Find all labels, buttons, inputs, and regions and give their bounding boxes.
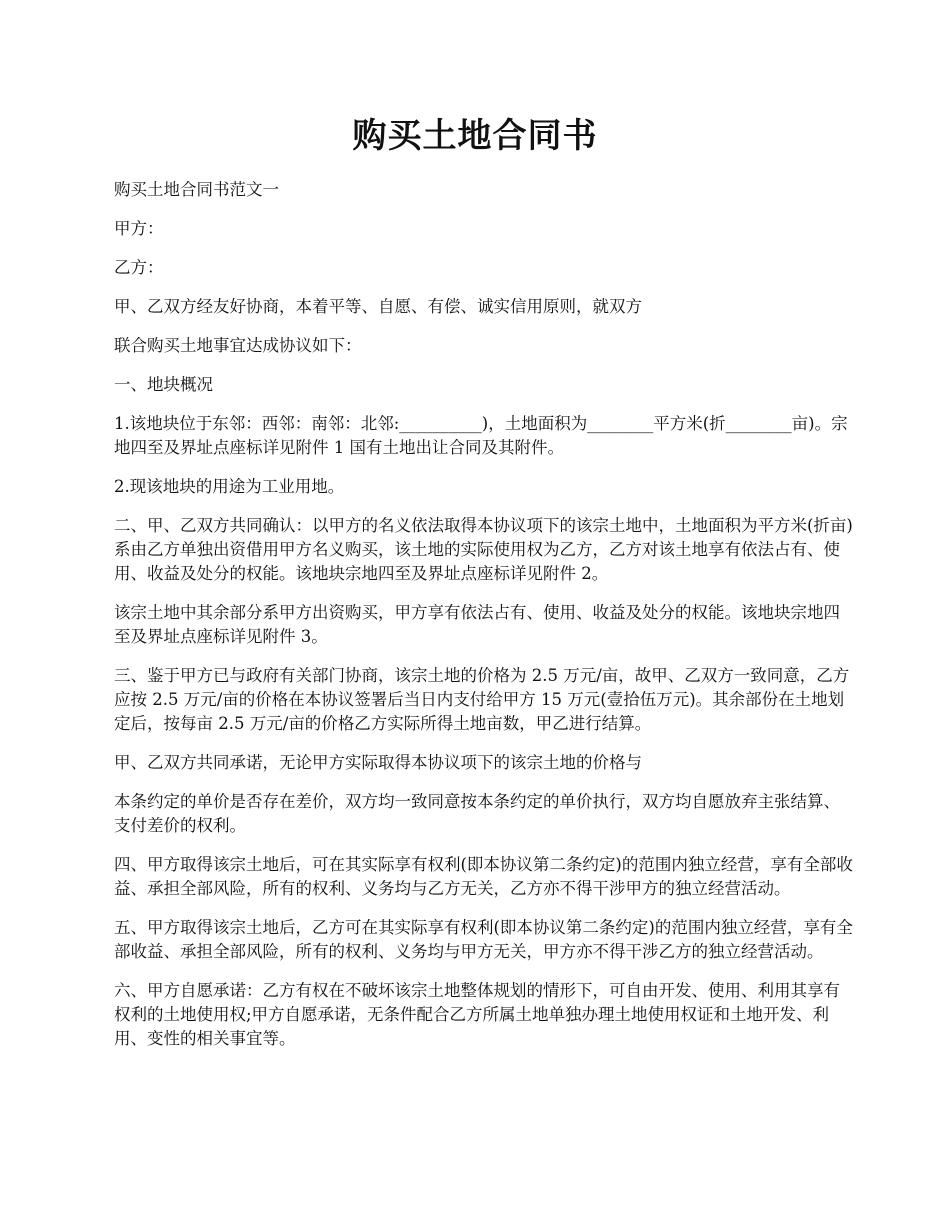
document-body bbox=[114, 178, 854, 1066]
section-2: 二、甲、乙双方共同确认：以甲方的名义依法取得本协议项下的该宗土地中，土地面积为平方米(折亩)系由乙方单独出资借用甲方名义购买，该土地的实际使用权为乙方，乙方对该土地享有依法占有、使用、收益及处分的权能。该地块宗地四至及界址点座标详见附件 2。 bbox=[114, 516, 853, 583]
paragraph-preamble-1: 甲、乙双方经友好协商，本着平等、自愿、有偿、诚实信用原则，就双方 bbox=[114, 297, 642, 316]
paragraph-commitment-1: 甲、乙双方共同承诺，无论甲方实际取得本协议项下的该宗土地的价格与 bbox=[114, 753, 642, 772]
paragraph-remaining-land: 该宗土地中其余部分系甲方出资购买，甲方享有依法占有、使用、收益及处分的权能。该地块宗地四至及界址点座标详见附件 3。 bbox=[114, 603, 840, 646]
paragraph-commitment-2: 本条约定的单价是否存在差价，双方均一致同意按本条约定的单价执行，双方均自愿放弃主张结算、支付差价的权利。 bbox=[114, 792, 840, 835]
section-5: 五、甲方取得该宗土地后，乙方可在其实际享有权利(即本协议第二条约定)的范围内独立经营，享有全部收益、承担全部风险，所有的权利、义务均与甲方无关，甲方亦不得干涉乙方的独立经营活动。 bbox=[114, 918, 853, 961]
section-heading-1: 一、地块概况 bbox=[114, 375, 213, 394]
document-title: 购买土地合同书 bbox=[352, 116, 598, 156]
section-3: 三、鉴于甲方已与政府有关部门协商，该宗土地的价格为 2.5 万元/亩，故甲、乙双方一致同意，乙方应按 2.5 万元/亩的价格在本协议签署后当日内支付给甲方 15 万元(壹拾伍万元)。其余部份在土地划定后，按每亩 2.5 万元/亩的价格乙方实际所得土地亩数，甲乙进行结算。 bbox=[114, 666, 850, 733]
paragraph-party-a: 甲方： bbox=[114, 219, 164, 238]
paragraph-location: 1.该地块位于东邻：西邻：南邻：北邻:__________)，土地面积为________平方米(折________亩)。宗地四至及界址点座标详见附件 1 国有土地出让合同及其附件。 bbox=[114, 414, 848, 457]
section-4: 四、甲方取得该宗土地后，可在其实际享有权利(即本协议第二条约定)的范围内独立经营，享有全部收益、承担全部风险，所有的权利、义务均与乙方无关，乙方亦不得干涉甲方的独立经营活动。 bbox=[114, 855, 853, 898]
paragraph-preamble-2: 联合购买土地事宜达成协议如下： bbox=[114, 336, 362, 355]
section-6: 六、甲方自愿承诺：乙方有权在不破坏该宗土地整体规划的情形下，可自由开发、使用、利用其享有权利的土地使用权;甲方自愿承诺，无条件配合乙方所属土地单独办理土地使用权证和土地开发、利用、变性的相关事宜等。 bbox=[114, 981, 840, 1048]
paragraph-usage: 2.现该地块的用途为工业用地。 bbox=[114, 477, 345, 496]
paragraph-party-b: 乙方： bbox=[114, 258, 164, 277]
paragraph-subtitle: 购买土地合同书范文一 bbox=[114, 180, 279, 199]
